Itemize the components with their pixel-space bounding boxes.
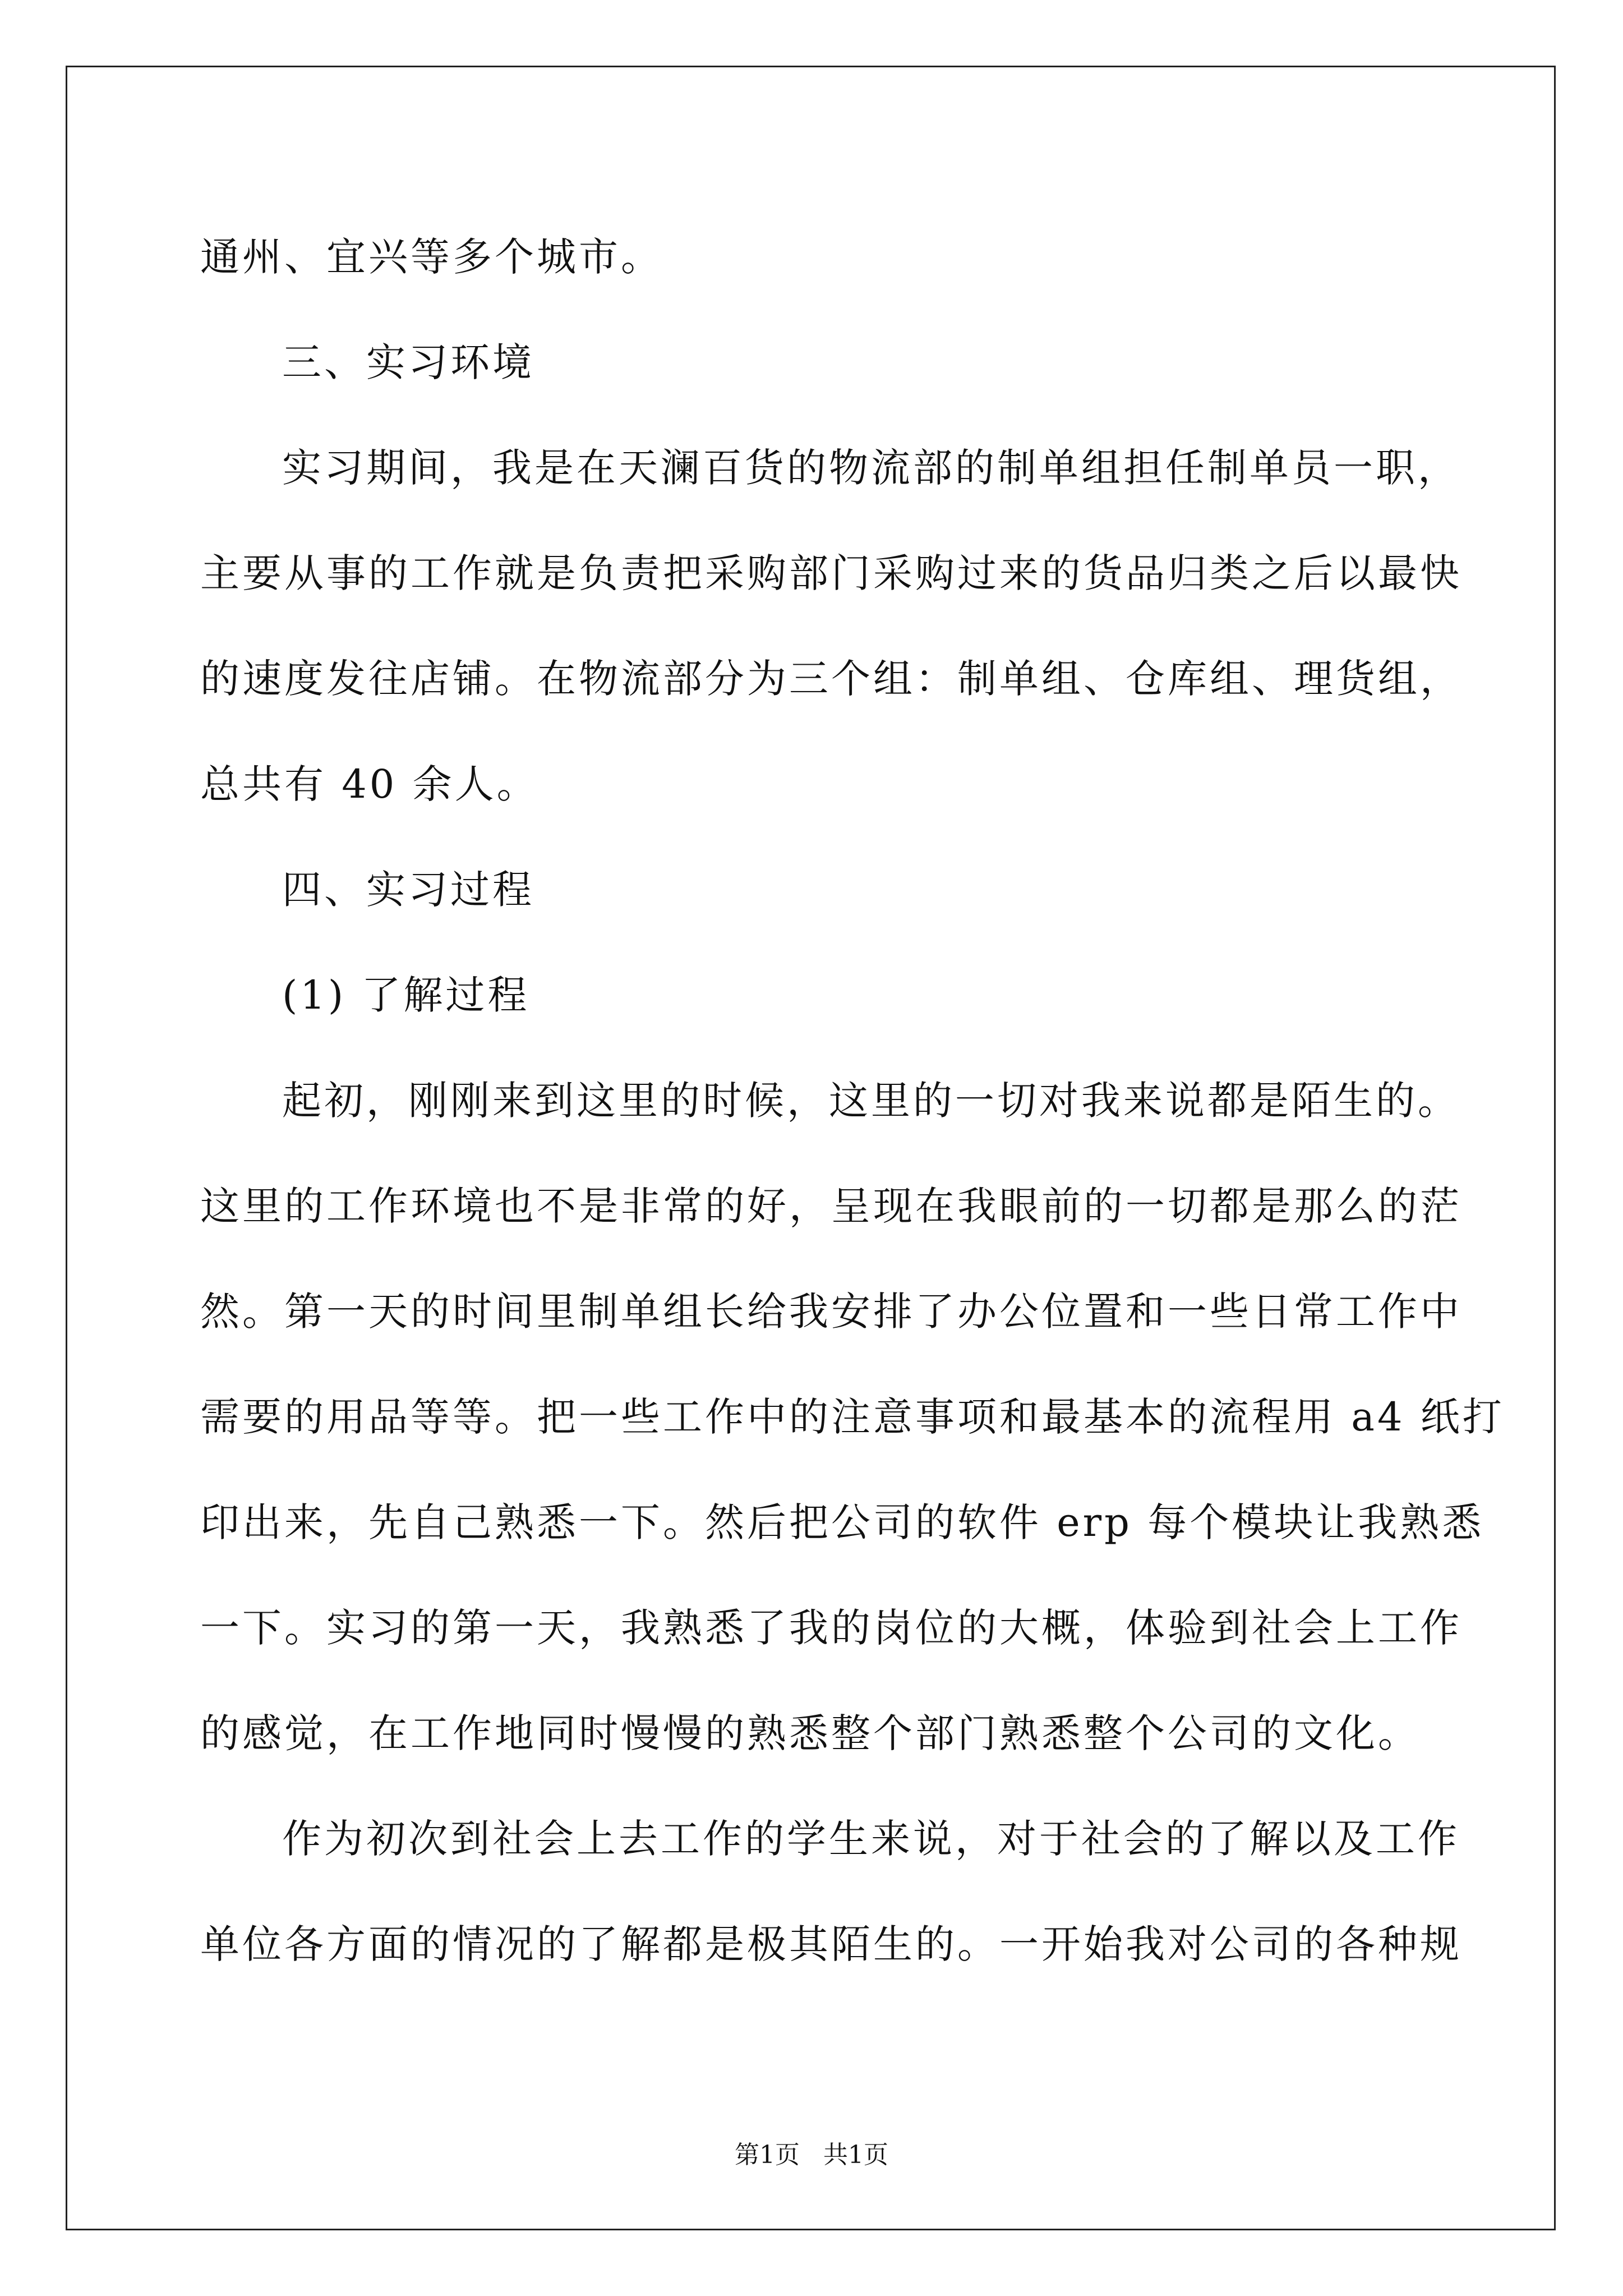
text-line: 主要从事的工作就是负责把采购部门采购过来的货品归类之后以最快	[200, 550, 1462, 596]
subsection-heading: (1) 了解过程	[282, 972, 530, 1018]
text-line: 的感觉，在工作地同时慢慢的熟悉整个部门熟悉整个公司的文化。	[200, 1710, 1420, 1756]
text-line: 一下。实习的第一天，我熟悉了我的岗位的大概，体验到社会上工作	[200, 1605, 1462, 1651]
text-line: 印出来，先自己熟悉一下。然后把公司的软件 erp 每个模块让我熟悉	[200, 1499, 1484, 1545]
text-line: 需要的用品等等。把一些工作中的注意事项和最基本的流程用 a4 纸打	[200, 1394, 1505, 1440]
page-total: 共1页	[823, 2141, 888, 2169]
text-line: 作为初次到社会上去工作的学生来说，对于社会的了解以及工作	[282, 1816, 1460, 1862]
section-heading: 三、实习环境	[282, 339, 534, 385]
page-footer	[0, 2138, 1623, 2172]
text-line: 总共有 40 余人。	[200, 761, 539, 807]
text-line: 的速度发往店铺。在物流部分为三个组：制单组、仓库组、理货组，	[200, 656, 1462, 702]
text-line: 这里的工作环境也不是非常的好，呈现在我眼前的一切都是那么的茫	[200, 1183, 1462, 1229]
text-line: 单位各方面的情况的了解都是极其陌生的。一开始我对公司的各种规	[200, 1921, 1462, 1967]
text-line: 通州、宜兴等多个城市。	[200, 234, 663, 280]
text-line: 然。第一天的时间里制单组长给我安排了办公位置和一些日常工作中	[200, 1289, 1462, 1335]
text-line: 起初，刚刚来到这里的时候，这里的一切对我来说都是陌生的。	[282, 1078, 1460, 1124]
section-heading: 四、实习过程	[282, 867, 534, 913]
page-number: 第1页	[735, 2141, 800, 2169]
text-line: 实习期间，我是在天澜百货的物流部的制单组担任制单员一职，	[282, 445, 1460, 491]
